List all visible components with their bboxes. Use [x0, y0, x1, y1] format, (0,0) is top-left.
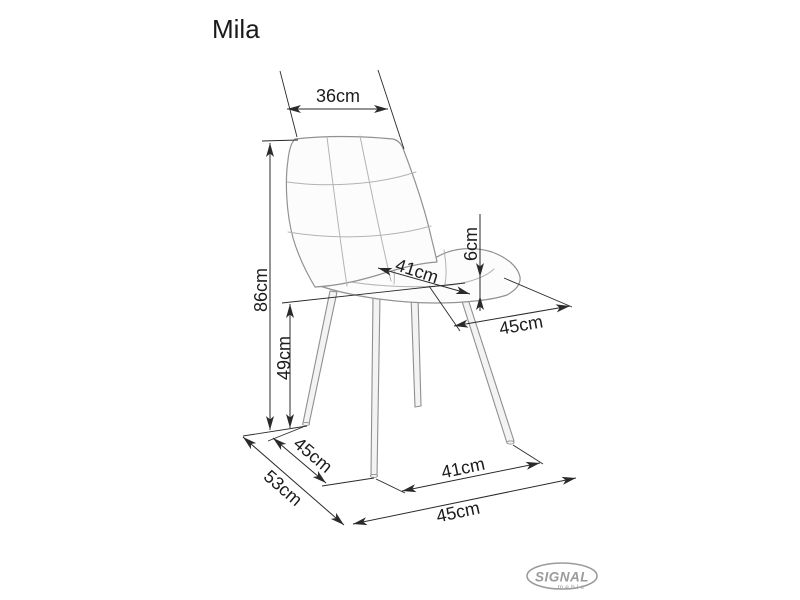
dim-front-leg-stance [376, 445, 543, 493]
dim-seat-depth-label: 45cm [497, 311, 545, 339]
dim-backrest-width-label: 36cm [315, 86, 361, 106]
dim-seat-width-label: 41cm [392, 254, 442, 288]
chair-foot [302, 422, 309, 425]
dim-overall-width-label: 45cm [434, 497, 482, 527]
chair-foot [507, 441, 514, 444]
chair-rear-left-leg [303, 291, 337, 424]
chair-rear-far-leg [411, 296, 421, 407]
dim-overall-height-label: 86cm [251, 267, 271, 313]
extension-line [322, 478, 374, 486]
chair-foot [370, 474, 377, 477]
ground-reference-line [243, 426, 307, 436]
dim-seat-height-label: 49cm [274, 335, 294, 381]
page-title: Mila [212, 14, 260, 44]
dim-seat-thickness-label: 6cm [461, 226, 481, 262]
dim-overall-depth-label: 53cm [259, 466, 307, 510]
chair-drawing [286, 136, 520, 478]
chair-front-left-leg [371, 296, 380, 476]
extension-line [376, 479, 405, 493]
extension-line [262, 140, 298, 141]
logo-brand-text: SIGNAL [534, 569, 590, 585]
dim-overall-width [353, 478, 576, 526]
dim-front-leg-stance-label: 41cm [439, 453, 487, 483]
extension-line [504, 278, 572, 307]
extension-line [513, 445, 543, 464]
dim-side-leg-stance-label: 45cm [289, 433, 337, 477]
logo-subtitle-text: meble [557, 584, 587, 591]
dim-seat-height [274, 283, 465, 428]
extension-line [280, 71, 297, 137]
brand-logo [527, 563, 597, 591]
